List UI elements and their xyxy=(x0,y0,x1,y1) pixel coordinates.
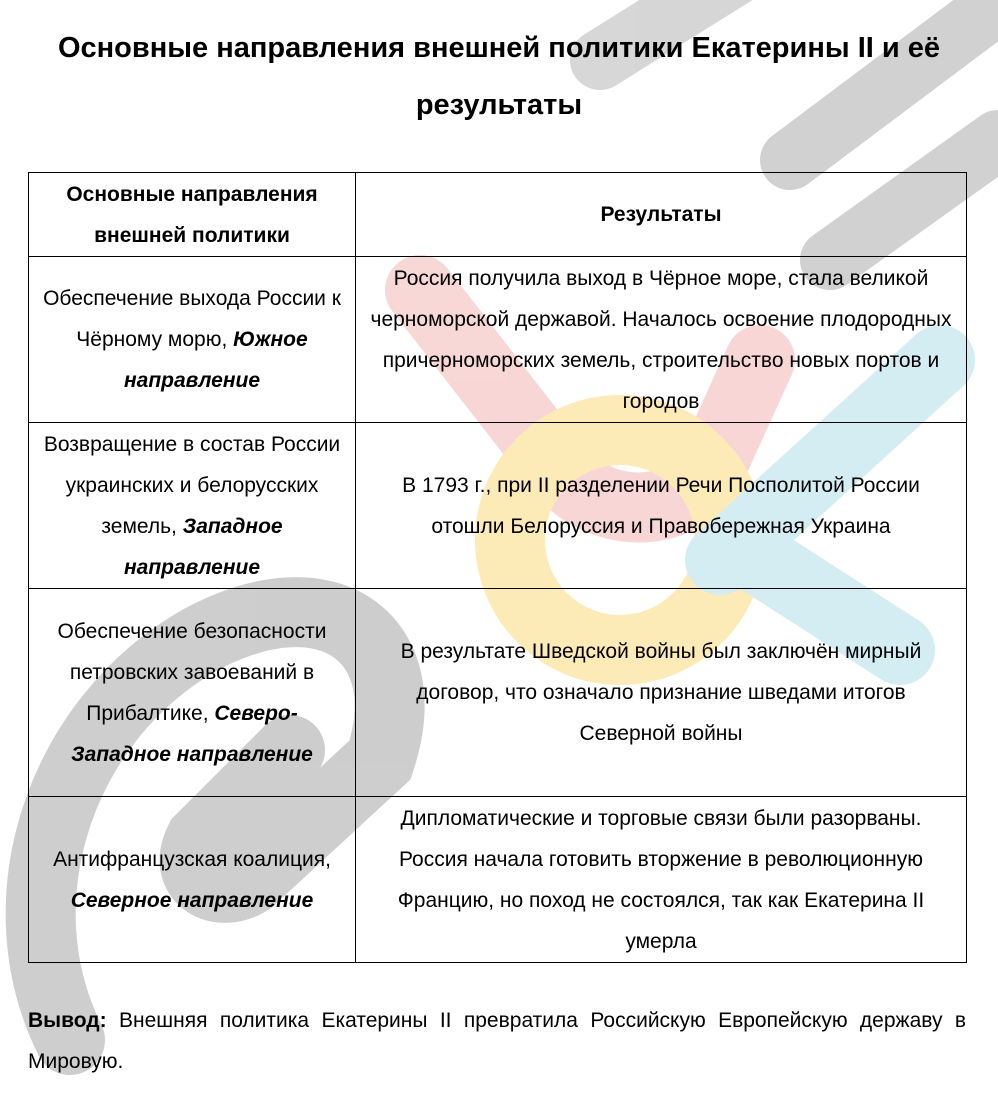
result-cell: В 1793 г., при II разделении Речи Посполитой России отошли Белоруссия и Правобережная Украина xyxy=(356,423,967,589)
page-title: Основные направления внешней политики Екатерины II и её результаты xyxy=(57,32,941,121)
direction-name: Западное направление xyxy=(123,514,283,579)
header-results: Результаты xyxy=(356,173,967,257)
direction-cell xyxy=(29,423,356,589)
direction-text: Обеспечение выхода России к Чёрному морю, xyxy=(43,287,341,351)
table-header-row xyxy=(29,173,967,257)
policy-table xyxy=(28,172,967,963)
direction-text: Обеспечение безопасности петровских завоеваний в Прибалтике, xyxy=(57,619,327,725)
result-cell: Россия получила выход в Чёрное море, стала великой черноморской державой. Началось освоение плодородных причерноморских земель, строительство новых портов и городов xyxy=(356,257,967,423)
conclusion-text: Внешняя политика Екатерины II превратила Российскую Европейскую державу в Мировую. xyxy=(28,1009,966,1073)
direction-text: Антифранцузская коалиция, xyxy=(53,847,331,871)
table-row xyxy=(29,589,967,797)
result-cell: В результате Шведской войны был заключён мирный договор, что означало признание шведами итогов Северной войны xyxy=(356,589,967,797)
direction-name: Северное направление xyxy=(70,888,314,912)
table-row xyxy=(29,257,967,423)
conclusion-label: Вывод: xyxy=(28,1009,107,1032)
direction-name: Южное направление xyxy=(123,328,308,392)
result-cell: Дипломатические и торговые связи были разорваны. Россия начала готовить вторжение в революционную Францию, но поход не состоялся, так как Екатерина II умерла xyxy=(356,797,967,963)
direction-cell xyxy=(29,257,356,423)
direction-name: Северо-Западное направление xyxy=(71,701,313,766)
table-row xyxy=(29,797,967,963)
direction-cell xyxy=(29,589,356,797)
header-directions: Основные направления внешней политики xyxy=(29,173,356,257)
direction-text: Возвращение в состав России украинских и белорусских земель, xyxy=(43,432,341,538)
table-row xyxy=(29,423,967,589)
direction-cell xyxy=(29,797,356,963)
conclusion xyxy=(28,1000,966,1082)
